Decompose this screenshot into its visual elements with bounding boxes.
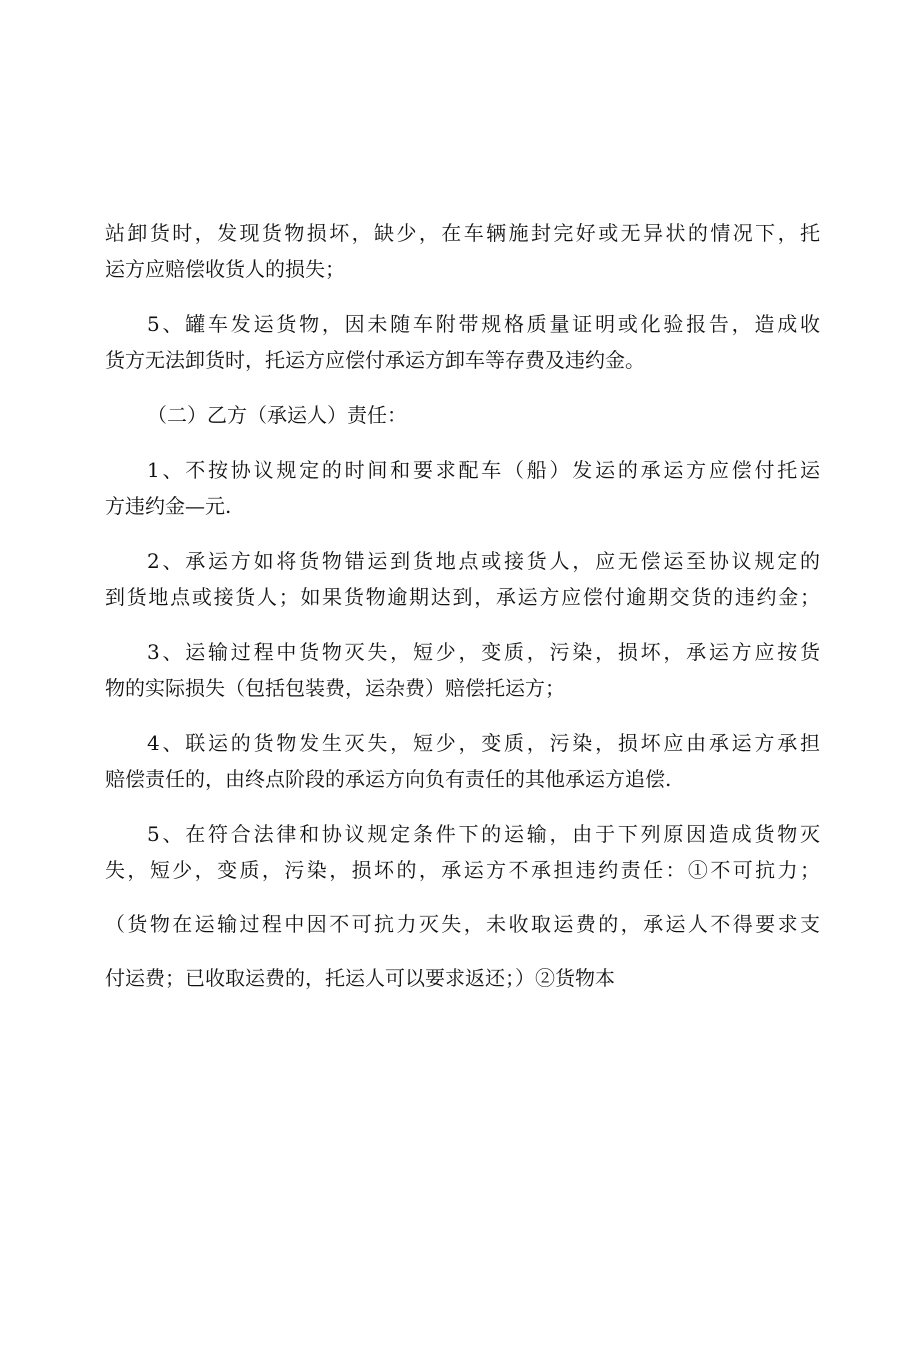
text-line: 5、在符合法律和协议规定条件下的运输，由于下列原因造成货物灭: [147, 822, 820, 846]
text-line: 失，短少，变质，污染，损坏的，承运方不承担违约责任：①不可抗力；: [105, 858, 820, 882]
text-line: （货物在运输过程中因不可抗力灭失，未收取运费的，承运人不得要求支: [105, 912, 820, 936]
text-line: 5、罐车发运货物，因未随车附带规格质量证明或化验报告，造成收: [147, 312, 820, 336]
text-line: 4、联运的货物发生灭失，短少，变质，污染，损坏应由承运方承担: [147, 731, 820, 755]
text-line: 赔偿责任的，由终点阶段的承运方向负有责任的其他承运方追偿.: [105, 767, 672, 791]
text-line: 方违约金—元.: [105, 494, 232, 518]
text-line: 货方无法卸货时，托运方应偿付承运方卸车等存费及违约金。: [105, 348, 645, 372]
text-line: 1、不按协议规定的时间和要求配车（船）发运的承运方应偿付托运: [147, 458, 820, 482]
document-body: [105, 215, 820, 996]
text-line: 运方应赔偿收货人的损失；: [105, 257, 345, 281]
text-line: 到货地点或接货人；如果货物逾期达到，承运方应偿付逾期交货的违约金；: [105, 585, 820, 609]
text-line: 物的实际损失（包括包装费，运杂费）赔偿托运方；: [105, 676, 565, 700]
text-line: 3、运输过程中货物灭失，短少，变质，污染，损坏，承运方应按货: [147, 640, 820, 664]
text-line: 2、承运方如将货物错运到货地点或接货人，应无偿运至协议规定的: [147, 549, 820, 573]
text-line: 站卸货时，发现货物损坏，缺少，在车辆施封完好或无异状的情况下，托: [105, 221, 820, 245]
text-line: 付运费；已收取运费的，托运人可以要求返还；）②货物本: [105, 966, 615, 990]
section-heading: （二）乙方（承运人）责任：: [147, 403, 407, 427]
